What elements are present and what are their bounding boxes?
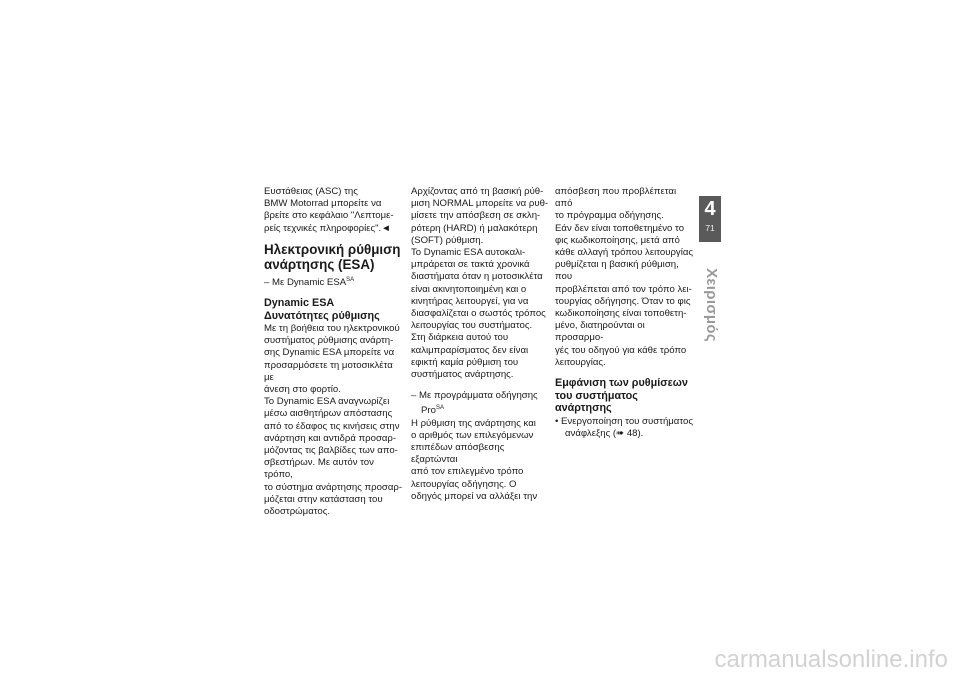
section-heading-display: Εμφάνιση των ρυθμίσεων του συστήματος ανάρτησης xyxy=(555,377,688,415)
chapter-tab xyxy=(699,196,721,242)
bullet-item: • Ενεργοποίηση του συστήματος ανάφλεξης (➠ 48). xyxy=(555,415,693,439)
intro-line: BMW Motorrad μπορείτε να xyxy=(264,198,382,210)
spacer xyxy=(411,381,551,390)
body-text: Η ρύθμιση της ανάρτησης και ο αριθμός των επιλεγόμενων επιπέδων απόσβεσης εξαρτώνται από τον επιλεγμένο τρόπο λειτουργίας οδήγησης. Ο οδηγός μπορεί να αλλάξει την xyxy=(411,417,538,502)
body-text: Αρχίζοντας από τη βασική ρύθ- μιση NORMAL μπορείτε να ρυθ- μίσετε την απόσβεση σε σκλη- ρότερη (HARD) ή μαλακότερη (SOFT) ρύθμιση. Το Dynamic ESA αυτοκαλι- μπράρεται σε τακτά χρονικά διαστήματα όταν η μοτοσικλέτα είναι ακινητοποιημένη και ο κινητήρας λειτουργεί, για να διασφαλίζεται ο σωστός τρόπος λειτουργίας του συστήματος. Στη διάρκεια αυτού του καλιμπραρίσματος δεν είναι εφικτή καμία ρύθμιση του συστήματος ανάρτησης. xyxy=(411,186,549,381)
intro-line: ρείς τεχνικές πληροφορίες".◄ xyxy=(264,222,391,234)
column-2 xyxy=(411,186,551,503)
equipment-note: – Με προγράμματα οδήγησης xyxy=(411,390,538,402)
intro-line: Ευστάθειας (ASC) της xyxy=(264,186,358,197)
chapter-number: 4 xyxy=(704,198,716,220)
section-heading-esa: Ηλεκτρονική ρύθμιση ανάρτησης (ESA) xyxy=(264,241,401,272)
equipment-note-cont: Pro$^{SA}$ xyxy=(421,405,444,417)
watermark: carmanualsonline.info xyxy=(714,646,948,673)
body-text: Με τη βοήθεια του ηλεκτρονικού συστήματος ρύθμισης ανάρτη- σης Dynamic ESA μπορείτε να προσαρμόσετε τη μοτοσικλέτα με άνεση στο φορτίο. Το Dynamic ESA αναγνωρίζει μέσω αισθητήρων απόστασης από το έδαφος τις κινήσεις στην ανάρτηση και αντιδρά προσαρ- μόζοντας τις βαλβίδες των απο- σβεστήρων. Με αυτόν τον τρόπο, το σύστημα ανάρτησης προσαρ- μόζεται στην κατάσταση του οδοστρώματος. xyxy=(264,323,403,518)
subsection-heading: Dynamic ESA Δυνατότητες ρύθμισης xyxy=(264,297,380,322)
page-number: 71 xyxy=(705,223,715,233)
chapter-title: Χειρισμός xyxy=(703,268,720,342)
column-3 xyxy=(555,186,695,440)
body-text: απόσβεση που προβλέπεται από το πρόγραμμα οδήγησης. Εάν δεν είναι τοποθετημένο το φις κωδικοποίησης, μετά από κάθε αλλαγή τρόπου λειτουργίας ρυθμίζεται η βασική ρύθμιση, που προβλέπεται από τον τρόπο λει- τουργίας οδήγησης. Όταν το φις κωδικοποίησης είναι τοποθετη- μένο, διατηρούνται οι προσαρμο- γές του οδηγού για κάθε τρόπο λειτουργίας. xyxy=(555,186,694,368)
intro-line: βρείτε στο κεφάλαιο "Λεπτομε- xyxy=(264,210,394,222)
column-1 xyxy=(264,186,404,518)
equipment-note: – Με Dynamic $ESA^{SA}$ xyxy=(264,276,355,288)
